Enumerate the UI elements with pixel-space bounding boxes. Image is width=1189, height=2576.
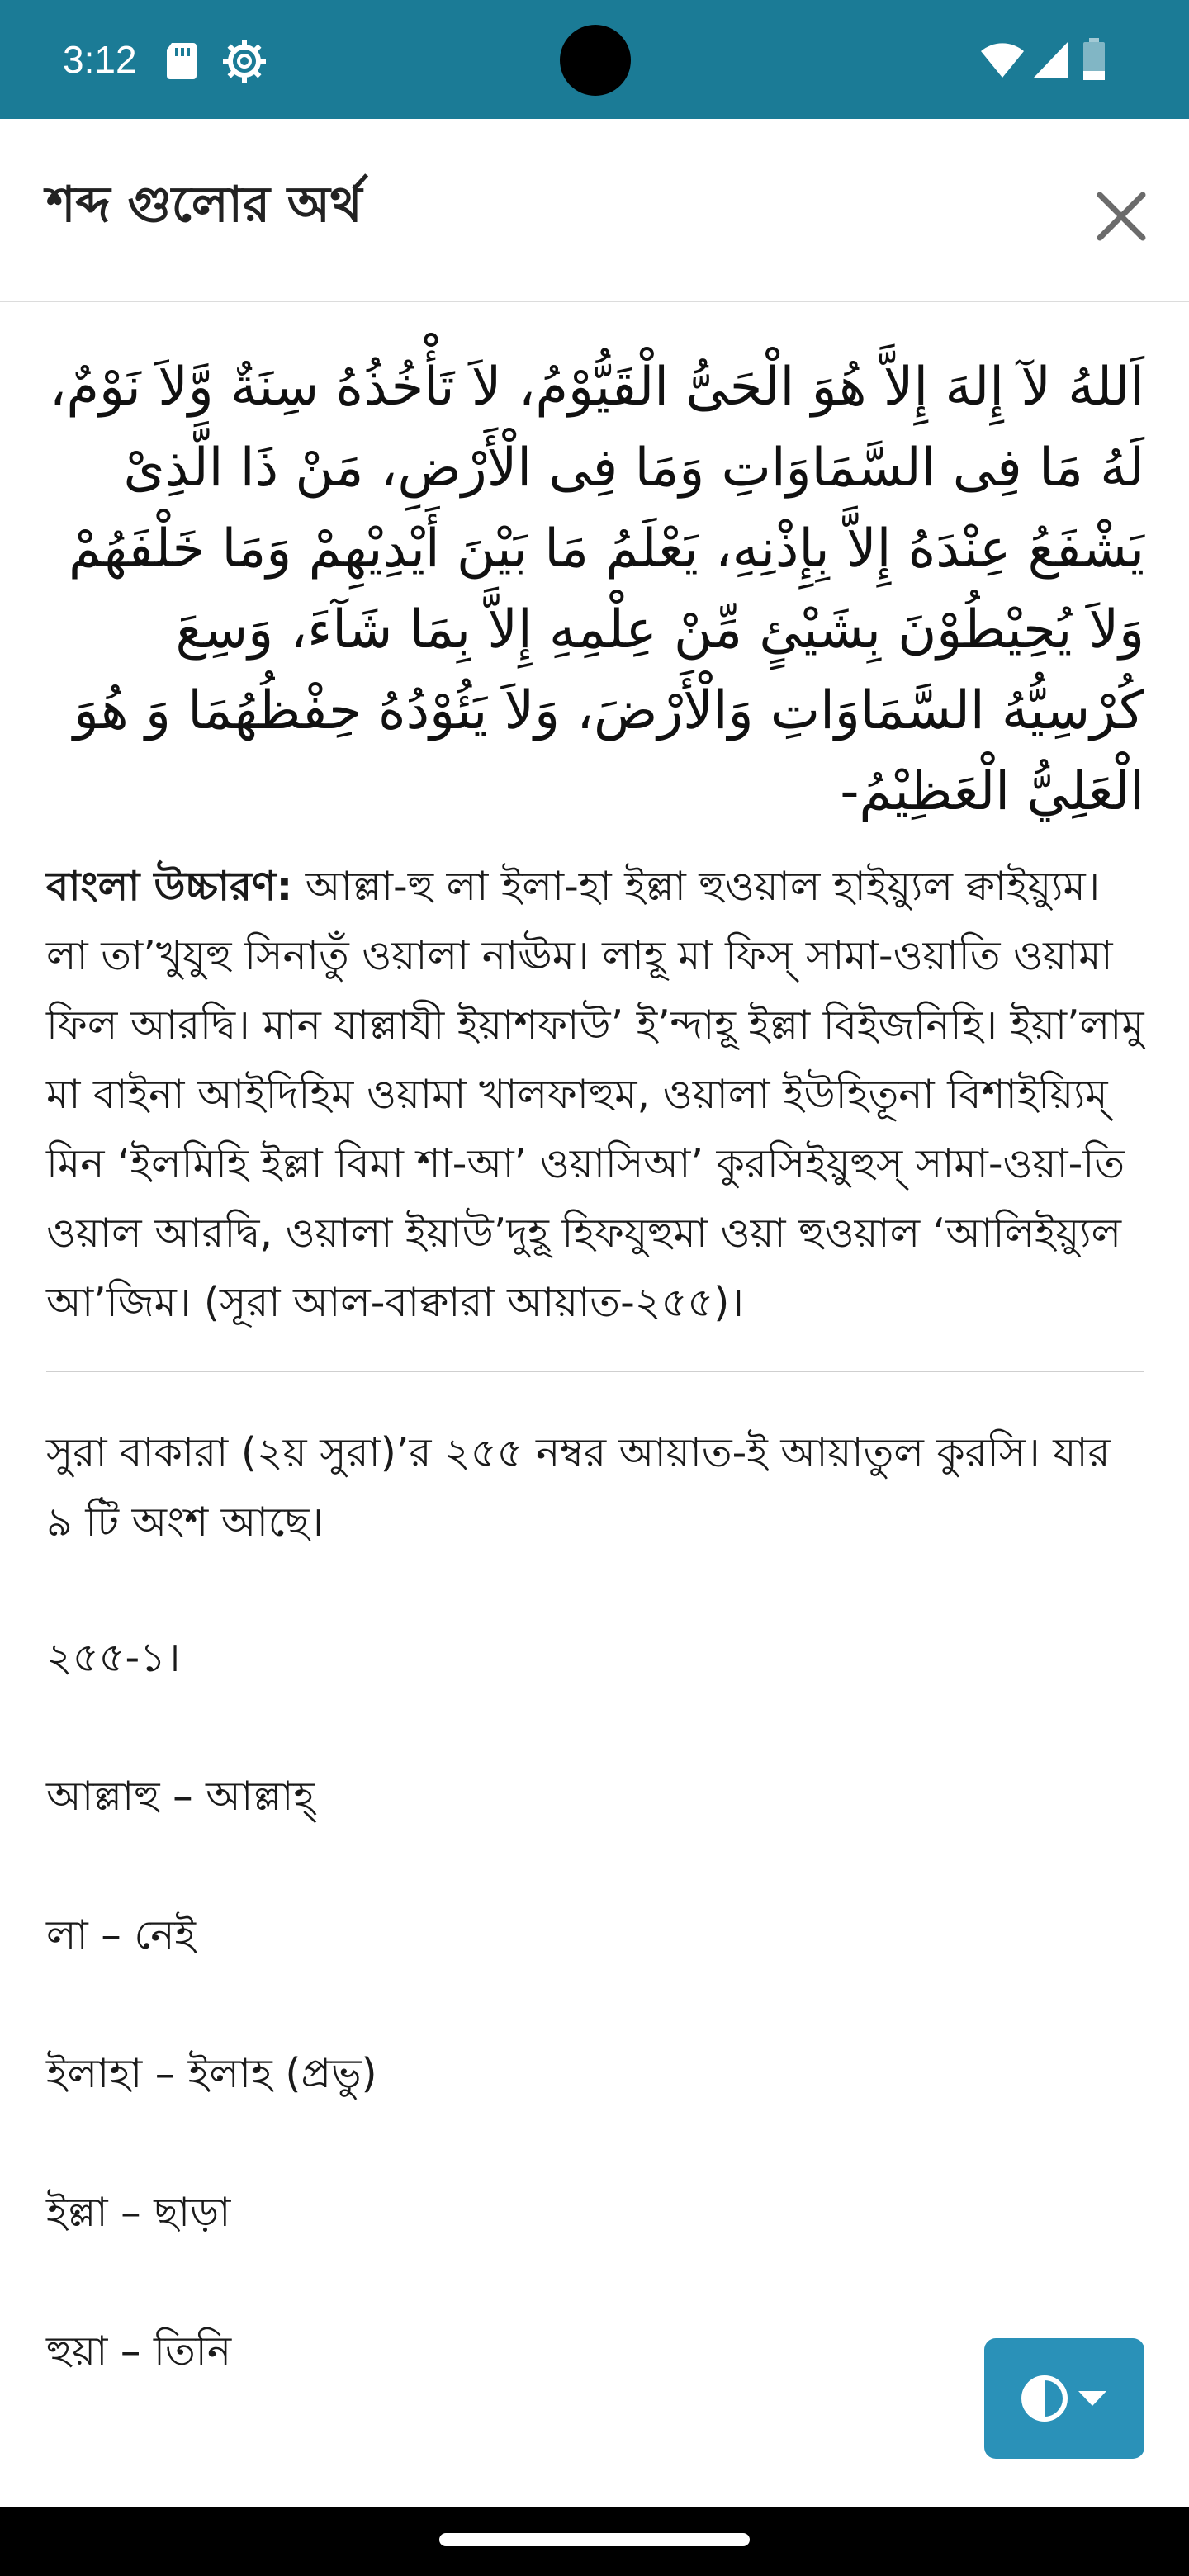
content-area [46, 347, 1144, 2455]
settings-icon [221, 38, 268, 84]
section-divider [46, 1371, 1144, 1372]
dialog-title: শব্দ গুলোর অর্থ [46, 176, 362, 234]
camera-cutout [560, 25, 631, 96]
pronunciation-text: আল্লা-হু লা ইলা-হা ইল্লা হুওয়াল হাইয়্যুল ক্বাইয়্যুম। লা তা’খুযুহু সিনাতুঁ ওয়ালা নাঊম। লাহূ মা ফিস্ সামা-ওয়াতি ওয়ামা ফিল আরদ্বি। মান যাল্লাযী ইয়াশফাউ’ ই’ন্দাহূ ইল্লা বিইজনিহি। ইয়া’লামু মা বাইনা আইদিহিম ওয়ামা খালফাহুম, ওয়ালা ইউহিতূনা বিশাইয়্যিম্ মিন ‘ইলমিহি ইল্লা বিমা শা-আ’ ওয়াসিআ’ কুরসিইয়ুহুস্ সামা-ওয়া-তি ওয়াল আরদ্বি, ওয়ালা ইয়াউ’দুহূ হিফযুহুমা ওয়া হুওয়াল ‘আলিইয়্যুল আ’জিম। (সূরা আল-বাক্বারা আয়াত-২৫৫)। [46, 863, 1144, 1326]
pronunciation-label: বাংলা উচ্চারণ: [46, 863, 293, 910]
list-item: ২৫৫-১। [46, 1634, 181, 1681]
intro-text: সুরা বাকারা (২য় সুরা)’র ২৫৫ নম্বর আয়াত-ই আয়াতুল কুরসি। যার ৯ টি অংশ আছে। [46, 1429, 1111, 1546]
contrast-icon [1021, 2375, 1068, 2422]
sd-card-icon [163, 41, 200, 79]
navigation-bar [0, 2507, 1189, 2576]
bangla-pronunciation [46, 852, 1144, 1338]
signal-icon [1032, 40, 1070, 79]
battery-icon [1082, 38, 1106, 81]
list-item: ইল্লা – ছাড়া [46, 2189, 231, 2236]
status-time: 3:12 [63, 38, 137, 81]
close-icon[interactable] [1087, 182, 1156, 251]
home-gesture-handle[interactable] [439, 2533, 750, 2546]
list-item: আল্লাহু – আল্লাহ্ [46, 1773, 315, 1820]
wifi-icon [979, 41, 1026, 79]
list-item: ইলাহা – ইলাহ (প্রভু) [46, 2050, 377, 2097]
caret-down-icon [1078, 2389, 1106, 2408]
dialog-header [0, 119, 1189, 302]
theme-toggle-button[interactable] [984, 2338, 1144, 2459]
arabic-verse: اَللهُ لآ إِلهَ إِلاَّ هُوَ الْحَىُّ الْقَيُّوْمُ، لاَ تَأْخُذُهُ سِنَةٌ وَّلاَ نَوْمٌ، لَهُ مَا فِى السَّمَاوَاتِ وَمَا فِى الْأَرْضِ، مَنْ ذَا الَّذِىْ يَشْفَعُ عِنْدَهُ إِلاَّ بِإِذْنِهِ، يَعْلَمُ مَا بَيْنَ أَيْدِيْهِمْ وَمَا خَلْفَهُمْ وَلاَ يُحِيْطُوْنَ بِشَيْئٍ مِّنْ عِلْمِهِ إِلاَّ بِمَا شَآءَ، وَسِعَ كُرْسِيُّهُ السَّمَاوَاتِ وَالْأَرْضَ، وَلاَ يَئُوْدُهُ حِفْظُهُمَا وَ هُوَ الْعَلِيُّ الْعَظِيْمُ- [49, 357, 1144, 822]
status-bar [0, 0, 1189, 119]
word-meaning-list [46, 1623, 1144, 2386]
list-item: হুয়া – তিনি [46, 2327, 232, 2375]
list-item: লা – নেই [46, 1911, 196, 1958]
